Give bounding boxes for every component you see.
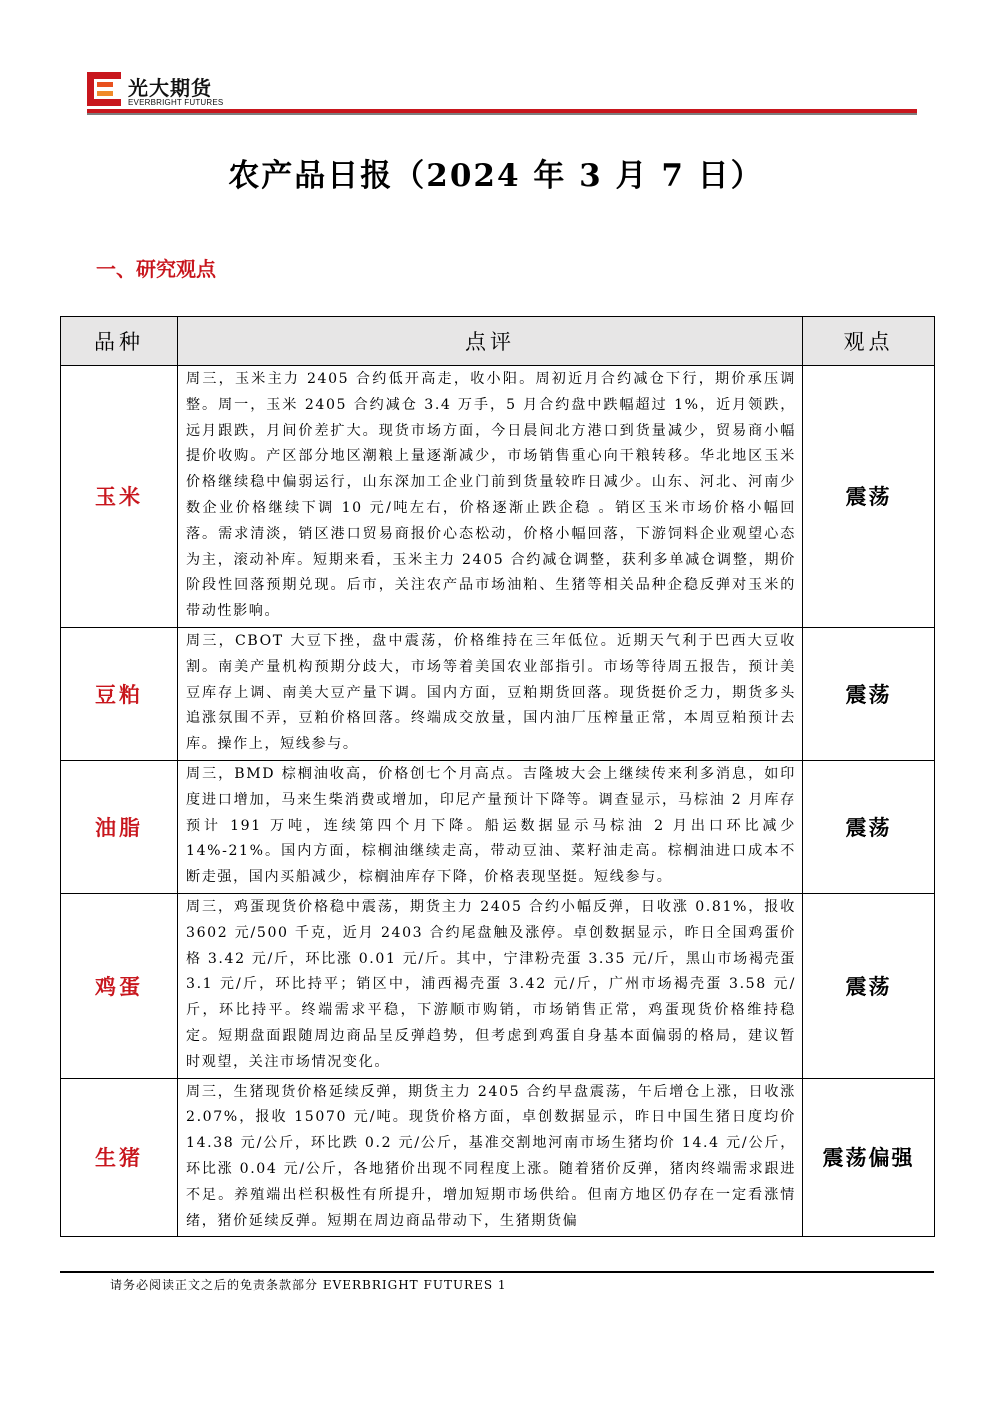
document-title: 农产品日报（2024 年 3 月 7 日） <box>228 158 764 194</box>
logo-chinese-name: 光大期货 <box>128 76 212 100</box>
page-footer: 请务必阅读正文之后的免责条款部分 EVERBRIGHT FUTURES 1 <box>110 1278 507 1292</box>
variety-cell: 豆粕 <box>61 627 178 760</box>
variety-cell: 玉米 <box>61 366 178 628</box>
view-cell: 震荡 <box>803 893 935 1078</box>
page-break-line <box>60 1271 934 1273</box>
header-divider-shadow <box>87 113 917 115</box>
view-cell: 震荡偏强 <box>803 1078 935 1236</box>
table-row-corn <box>61 366 935 628</box>
table-row-soymeal <box>61 627 935 760</box>
variety-cell: 生猪 <box>61 1078 178 1236</box>
research-views-table <box>60 316 935 1237</box>
header-variety: 品种 <box>61 317 178 366</box>
comment-cell <box>178 1078 803 1236</box>
header-comment: 点评 <box>178 317 803 366</box>
header-view: 观点 <box>803 317 935 366</box>
comment-cell: 周三，鸡蛋现货价格稳中震荡，期货主力 2405 合约小幅反弹，日收涨 0.81%，报收 3602 元/500 千克，近月 2403 合约尾盘触及涨停。卓创数据显示，昨日全国鸡蛋价格 3.42 元/斤，环比涨 0.01 元/斤。其中，宁津粉壳蛋 3.35 元/斤，黑山市场褐壳蛋 3.1 元/斤，环比持平；销区中，浦西褐壳蛋 3.42 元/斤，广州市场褐壳蛋 3.58 元/斤，环比持平。终端需求平稳，下游顺市购销，市场销售正常，鸡蛋现货价格维持稳定。短期盘面跟随周边商品呈反弹趋势，但考虑到鸡蛋自身基本面偏弱的格局，建议暂时观望，关注市场情况变化。 <box>178 893 803 1078</box>
view-cell: 震荡 <box>803 627 935 760</box>
view-cell: 震荡 <box>803 760 935 893</box>
logo-english-name: EVERBRIGHT FUTURES <box>128 98 224 107</box>
table-row-oils <box>61 760 935 893</box>
table-row-hogs <box>61 1078 935 1236</box>
comment-cell: 周三，BMD 棕榈油收高，价格创七个月高点。吉隆坡大会上继续传来利多消息，如印度进口增加，马来生柴消费或增加，印尼产量预计下降等。调查显示，马棕油 2 月库存预计 191 万吨，连续第四个月下降。船运数据显示马棕油 2 月出口环比减少 14%-21%。国内方面，棕榈油继续走高，带动豆油、菜籽油走高。棕榈油进口成本不断走强，国内买船减少，棕榈油库存下降，价格表现坚挺。短线参与。 <box>178 760 803 893</box>
company-logo <box>87 72 227 108</box>
comment-text-truncated: 周三，生猪现货价格延续反弹，期货主力 2405 合约早盘震荡，午后增仓上涨，日收涨 2.07%，报收 15070 元/吨。现货价格方面，卓创数据显示，昨日中国生猪日度均价 14.38 元/公斤，环比跌 0.2 元/公斤，基准交割地河南市场生猪均价 14.4 元/公斤，环比涨 0.04 元/公斤，各地猪价出现不同程度上涨。随着猪价反弹，猪肉终端需求跟进不足。养殖端出栏积极性有所提升，增加短期市场供给。但南方地区仍存在一定看涨情绪，猪价延续反弹。短期在周边商品带动下，生猪期货偏 <box>186 1083 796 1229</box>
section-heading: 一、研究观点 <box>96 257 216 281</box>
table-row-eggs <box>61 893 935 1078</box>
variety-cell: 油脂 <box>61 760 178 893</box>
comment-cell: 周三，CBOT 大豆下挫，盘中震荡，价格维持在三年低位。近期天气利于巴西大豆收割。南美产量机构预期分歧大，市场等着美国农业部指引。市场等待周五报告，预计美豆库存上调、南美大豆产量下调。国内方面，豆粕期货回落。现货挺价乏力，期货多头追涨氛围不弄，豆粕价格回落。终端成交放量，国内油厂压榨量正常，本周豆粕预计去库。操作上，短线参与。 <box>178 627 803 760</box>
comment-cell: 周三，玉米主力 2405 合约低开高走，收小阳。周初近月合约减仓下行，期价承压调整。周一，玉米 2405 合约减仓 3.4 万手，5 月合约盘中跌幅超过 1%，近月领跌，远月跟跌，月间价差扩大。现货市场方面，今日晨间北方港口到货量减少，贸易商小幅提价收购。产区部分地区潮粮上量逐渐减少，市场销售重心向干粮转移。华北地区玉米价格继续稳中偏弱运行，山东深加工企业门前到货量较昨日减少。山东、河北、河南少数企业价格继续下调 10 元/吨左右，价格逐渐止跌企稳 。销区玉米市场价格小幅回落。需求清淡，销区港口贸易商报价心态松动，价格小幅回落，下游饲料企业观望心态为主，滚动补库。短期来看，玉米主力 2405 合约减仓调整，获利多单减仓调整，期价阶段性回落预期兑现。后市，关注农产品市场油粕、生猪等相关品种企稳反弹对玉米的带动性影响。 <box>178 366 803 628</box>
table-header-row <box>61 317 935 366</box>
logo-mark-icon <box>87 72 123 106</box>
variety-cell: 鸡蛋 <box>61 893 178 1078</box>
view-cell: 震荡 <box>803 366 935 628</box>
